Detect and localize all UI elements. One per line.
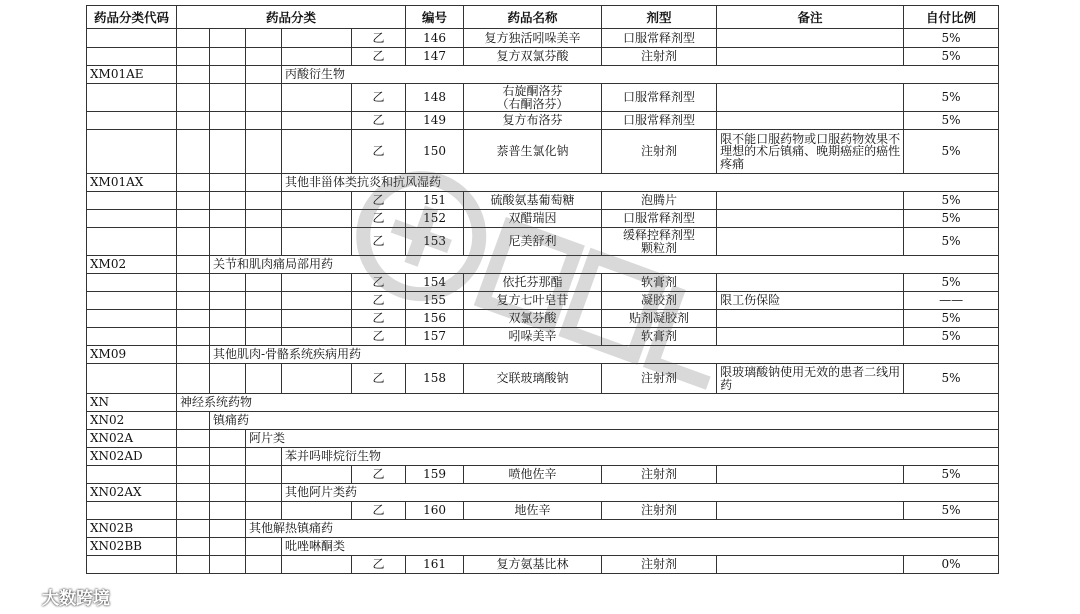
drug-name-cell: 复方布洛芬 [464, 112, 602, 130]
remark-cell [717, 274, 904, 292]
grade-cell: 乙 [352, 48, 406, 66]
remark-cell [717, 556, 904, 574]
empty-level-cell [210, 448, 246, 466]
empty-level-cell [246, 502, 282, 520]
number-cell: 150 [406, 130, 464, 174]
table-header-row [87, 6, 999, 29]
drug-row [87, 84, 999, 112]
empty-level-cell [210, 112, 246, 130]
empty-level-cell [210, 556, 246, 574]
number-cell: 156 [406, 310, 464, 328]
empty-level-cell [210, 466, 246, 484]
dosage-form-cell: 贴剂凝胶剂 [602, 310, 717, 328]
empty-level-cell [177, 84, 210, 112]
empty-code-cell [87, 364, 177, 394]
drug-name-cell: 喷他佐辛 [464, 466, 602, 484]
category-row [87, 174, 999, 192]
empty-level-cell [246, 466, 282, 484]
category-label-cell: 其他肌肉-骨骼系统疾病用药 [210, 346, 999, 364]
drug-row [87, 112, 999, 130]
drug-name-cell: 双醋瑞因 [464, 210, 602, 228]
drug-row [87, 228, 999, 256]
empty-level-cell [282, 292, 352, 310]
empty-level-cell [210, 520, 246, 538]
empty-level-cell [177, 310, 210, 328]
empty-level-cell [282, 112, 352, 130]
drug-name-cell: 吲哚美辛 [464, 328, 602, 346]
empty-level-cell [246, 228, 282, 256]
category-label-cell: 吡唑啉酮类 [282, 538, 999, 556]
empty-level-cell [282, 48, 352, 66]
ratio-cell: 5% [904, 130, 999, 174]
dosage-form-cell: 注射剂 [602, 556, 717, 574]
category-label-cell: 关节和肌肉痛局部用药 [210, 256, 999, 274]
empty-level-cell [246, 274, 282, 292]
grade-cell: 乙 [352, 364, 406, 394]
header-code: 药品分类代码 [87, 6, 177, 29]
empty-level-cell [282, 310, 352, 328]
empty-level-cell [246, 174, 282, 192]
number-cell: 157 [406, 328, 464, 346]
empty-level-cell [177, 502, 210, 520]
category-label-cell: 阿片类 [246, 430, 999, 448]
empty-level-cell [210, 484, 246, 502]
remark-cell [717, 328, 904, 346]
grade-cell: 乙 [352, 112, 406, 130]
header-number: 编号 [406, 6, 464, 29]
empty-level-cell [177, 66, 210, 84]
empty-level-cell [210, 274, 246, 292]
empty-level-cell [282, 466, 352, 484]
ratio-cell: 5% [904, 364, 999, 394]
remark-cell [717, 48, 904, 66]
category-code-cell: XN02 [87, 412, 177, 430]
empty-level-cell [210, 174, 246, 192]
empty-level-cell [210, 29, 246, 48]
empty-level-cell [177, 228, 210, 256]
drug-name-cell: 复方双氯芬酸 [464, 48, 602, 66]
empty-code-cell [87, 328, 177, 346]
empty-level-cell [177, 112, 210, 130]
empty-code-cell [87, 556, 177, 574]
empty-level-cell [282, 130, 352, 174]
ratio-cell: 5% [904, 328, 999, 346]
category-row [87, 484, 999, 502]
empty-level-cell [246, 48, 282, 66]
footer-logo [12, 584, 110, 609]
number-cell: 158 [406, 364, 464, 394]
empty-level-cell [177, 520, 210, 538]
category-row [87, 430, 999, 448]
remark-cell [717, 228, 904, 256]
ratio-cell: 5% [904, 502, 999, 520]
empty-level-cell [177, 484, 210, 502]
dosage-form-cell: 口服常释剂型 [602, 84, 717, 112]
empty-level-cell [177, 174, 210, 192]
drug-row [87, 29, 999, 48]
empty-level-cell [246, 448, 282, 466]
number-cell: 147 [406, 48, 464, 66]
dosage-form-cell: 缓释控释剂型 颗粒剂 [602, 228, 717, 256]
empty-level-cell [177, 256, 210, 274]
ratio-cell: 5% [904, 112, 999, 130]
empty-level-cell [210, 192, 246, 210]
empty-level-cell [210, 130, 246, 174]
empty-level-cell [177, 466, 210, 484]
empty-level-cell [177, 364, 210, 394]
drug-row [87, 328, 999, 346]
empty-code-cell [87, 502, 177, 520]
ratio-cell: 5% [904, 84, 999, 112]
empty-code-cell [87, 292, 177, 310]
empty-level-cell [177, 346, 210, 364]
number-cell: 155 [406, 292, 464, 310]
empty-code-cell [87, 466, 177, 484]
empty-level-cell [210, 502, 246, 520]
drug-row [87, 364, 999, 394]
empty-level-cell [246, 364, 282, 394]
empty-level-cell [282, 274, 352, 292]
empty-level-cell [246, 130, 282, 174]
dosage-form-cell: 注射剂 [602, 130, 717, 174]
category-code-cell: XN02BB [87, 538, 177, 556]
remark-cell [717, 466, 904, 484]
remark-cell [717, 210, 904, 228]
empty-level-cell [177, 412, 210, 430]
dosage-form-cell: 注射剂 [602, 48, 717, 66]
empty-level-cell [177, 556, 210, 574]
drug-row [87, 130, 999, 174]
category-label-cell: 丙酸衍生物 [282, 66, 999, 84]
grade-cell: 乙 [352, 310, 406, 328]
category-row [87, 256, 999, 274]
empty-level-cell [210, 228, 246, 256]
dosage-form-cell: 口服常释剂型 [602, 29, 717, 48]
grade-cell: 乙 [352, 228, 406, 256]
empty-level-cell [246, 66, 282, 84]
category-label-cell: 镇痛药 [210, 412, 999, 430]
empty-code-cell [87, 84, 177, 112]
empty-level-cell [177, 430, 210, 448]
empty-level-cell [282, 210, 352, 228]
empty-level-cell [282, 502, 352, 520]
empty-level-cell [246, 192, 282, 210]
remark-cell: 限玻璃酸钠使用无效的患者二线用药 [717, 364, 904, 394]
number-cell: 161 [406, 556, 464, 574]
category-code-cell: XN02AD [87, 448, 177, 466]
empty-level-cell [177, 29, 210, 48]
grade-cell: 乙 [352, 556, 406, 574]
ratio-cell: 5% [904, 466, 999, 484]
dosage-form-cell: 注射剂 [602, 466, 717, 484]
category-code-cell: XM01AE [87, 66, 177, 84]
remark-cell [717, 192, 904, 210]
ratio-cell: 5% [904, 228, 999, 256]
empty-level-cell [246, 538, 282, 556]
category-label-cell: 其他非甾体类抗炎和抗风湿药 [282, 174, 999, 192]
drug-row [87, 556, 999, 574]
empty-level-cell [246, 556, 282, 574]
number-cell: 152 [406, 210, 464, 228]
empty-level-cell [177, 192, 210, 210]
drug-row [87, 210, 999, 228]
empty-level-cell [246, 328, 282, 346]
grade-cell: 乙 [352, 130, 406, 174]
footer-logo-text: 大数跨境 [42, 589, 110, 609]
category-code-cell: XN02AX [87, 484, 177, 502]
number-cell: 146 [406, 29, 464, 48]
drug-row [87, 502, 999, 520]
category-code-cell: XN [87, 394, 177, 412]
drug-classification-table [86, 5, 999, 574]
empty-level-cell [177, 210, 210, 228]
empty-level-cell [282, 228, 352, 256]
dosage-form-cell: 口服常释剂型 [602, 210, 717, 228]
category-row [87, 66, 999, 84]
empty-code-cell [87, 192, 177, 210]
empty-level-cell [177, 130, 210, 174]
drug-name-cell: 硫酸氨基葡萄糖 [464, 192, 602, 210]
category-label-cell: 其他解热镇痛药 [246, 520, 999, 538]
remark-cell: 限工伤保险 [717, 292, 904, 310]
category-label-cell: 苯并吗啡烷衍生物 [282, 448, 999, 466]
empty-level-cell [210, 364, 246, 394]
drug-row [87, 466, 999, 484]
category-code-cell: XM01AX [87, 174, 177, 192]
grade-cell: 乙 [352, 192, 406, 210]
remark-cell [717, 310, 904, 328]
empty-code-cell [87, 210, 177, 228]
drug-name-cell: 复方独活吲哚美辛 [464, 29, 602, 48]
drug-name-cell: 依托芬那酯 [464, 274, 602, 292]
empty-code-cell [87, 130, 177, 174]
ratio-cell: —— [904, 292, 999, 310]
dosage-form-cell: 软膏剂 [602, 274, 717, 292]
dosage-form-cell: 口服常释剂型 [602, 112, 717, 130]
category-row [87, 412, 999, 430]
empty-level-cell [177, 292, 210, 310]
number-cell: 149 [406, 112, 464, 130]
category-code-cell: XN02A [87, 430, 177, 448]
dosage-form-cell: 注射剂 [602, 502, 717, 520]
category-code-cell: XM09 [87, 346, 177, 364]
grade-cell: 乙 [352, 292, 406, 310]
category-label-cell: 其他阿片类药 [282, 484, 999, 502]
drug-row [87, 292, 999, 310]
empty-level-cell [177, 48, 210, 66]
number-cell: 151 [406, 192, 464, 210]
ratio-cell: 5% [904, 310, 999, 328]
category-row [87, 346, 999, 364]
drug-name-cell: 地佐辛 [464, 502, 602, 520]
category-row [87, 394, 999, 412]
drug-row [87, 310, 999, 328]
category-label-cell: 神经系统药物 [177, 394, 999, 412]
empty-level-cell [177, 538, 210, 556]
header-category: 药品分类 [177, 6, 406, 29]
drug-name-cell: 萘普生氯化钠 [464, 130, 602, 174]
grade-cell: 乙 [352, 29, 406, 48]
category-row [87, 538, 999, 556]
ratio-cell: 5% [904, 274, 999, 292]
ratio-cell: 0% [904, 556, 999, 574]
empty-level-cell [282, 328, 352, 346]
empty-code-cell [87, 29, 177, 48]
category-code-cell: XM02 [87, 256, 177, 274]
grade-cell: 乙 [352, 466, 406, 484]
dosage-form-cell: 凝胶剂 [602, 292, 717, 310]
empty-code-cell [87, 228, 177, 256]
empty-level-cell [210, 538, 246, 556]
drug-row [87, 274, 999, 292]
category-code-cell: XN02B [87, 520, 177, 538]
remark-cell [717, 29, 904, 48]
grade-cell: 乙 [352, 210, 406, 228]
ratio-cell: 5% [904, 210, 999, 228]
empty-level-cell [210, 328, 246, 346]
empty-level-cell [177, 448, 210, 466]
number-cell: 154 [406, 274, 464, 292]
header-remark: 备注 [717, 6, 904, 29]
empty-level-cell [282, 364, 352, 394]
grade-cell: 乙 [352, 502, 406, 520]
ratio-cell: 5% [904, 192, 999, 210]
drug-name-cell: 复方氨基比林 [464, 556, 602, 574]
empty-level-cell [246, 29, 282, 48]
category-row [87, 448, 999, 466]
remark-cell [717, 112, 904, 130]
remark-cell [717, 84, 904, 112]
grade-cell: 乙 [352, 84, 406, 112]
brand-icon [12, 587, 38, 607]
drug-row [87, 192, 999, 210]
empty-level-cell [246, 310, 282, 328]
remark-cell [717, 502, 904, 520]
table-body [87, 29, 999, 574]
empty-level-cell [246, 112, 282, 130]
header-name: 药品名称 [464, 6, 602, 29]
empty-level-cell [210, 430, 246, 448]
empty-code-cell [87, 112, 177, 130]
header-ratio: 自付比例 [904, 6, 999, 29]
ratio-cell: 5% [904, 29, 999, 48]
dosage-form-cell: 软膏剂 [602, 328, 717, 346]
number-cell: 160 [406, 502, 464, 520]
ratio-cell: 5% [904, 48, 999, 66]
empty-level-cell [177, 274, 210, 292]
empty-code-cell [87, 274, 177, 292]
drug-name-cell: 尼美舒利 [464, 228, 602, 256]
empty-level-cell [210, 310, 246, 328]
header-form: 剂型 [602, 6, 717, 29]
dosage-form-cell: 泡腾片 [602, 192, 717, 210]
drug-name-cell: 复方七叶皂苷 [464, 292, 602, 310]
empty-level-cell [210, 210, 246, 228]
category-row [87, 520, 999, 538]
empty-level-cell [282, 29, 352, 48]
empty-code-cell [87, 310, 177, 328]
drug-name-cell: 双氯芬酸 [464, 310, 602, 328]
dosage-form-cell: 注射剂 [602, 364, 717, 394]
drug-name-cell: 交联玻璃酸钠 [464, 364, 602, 394]
empty-level-cell [210, 84, 246, 112]
number-cell: 159 [406, 466, 464, 484]
empty-level-cell [282, 556, 352, 574]
empty-level-cell [177, 328, 210, 346]
empty-level-cell [210, 66, 246, 84]
empty-level-cell [210, 292, 246, 310]
empty-code-cell [87, 48, 177, 66]
empty-level-cell [282, 192, 352, 210]
drug-name-cell: 右旋酮洛芬 （右酮洛芬） [464, 84, 602, 112]
grade-cell: 乙 [352, 328, 406, 346]
drug-row [87, 48, 999, 66]
empty-level-cell [210, 48, 246, 66]
number-cell: 153 [406, 228, 464, 256]
empty-level-cell [246, 210, 282, 228]
empty-level-cell [246, 292, 282, 310]
empty-level-cell [282, 84, 352, 112]
empty-level-cell [246, 84, 282, 112]
number-cell: 148 [406, 84, 464, 112]
remark-cell: 限不能口服药物或口服药物效果不理想的术后镇痛、晚期癌症的癌性疼痛 [717, 130, 904, 174]
empty-level-cell [246, 484, 282, 502]
grade-cell: 乙 [352, 274, 406, 292]
